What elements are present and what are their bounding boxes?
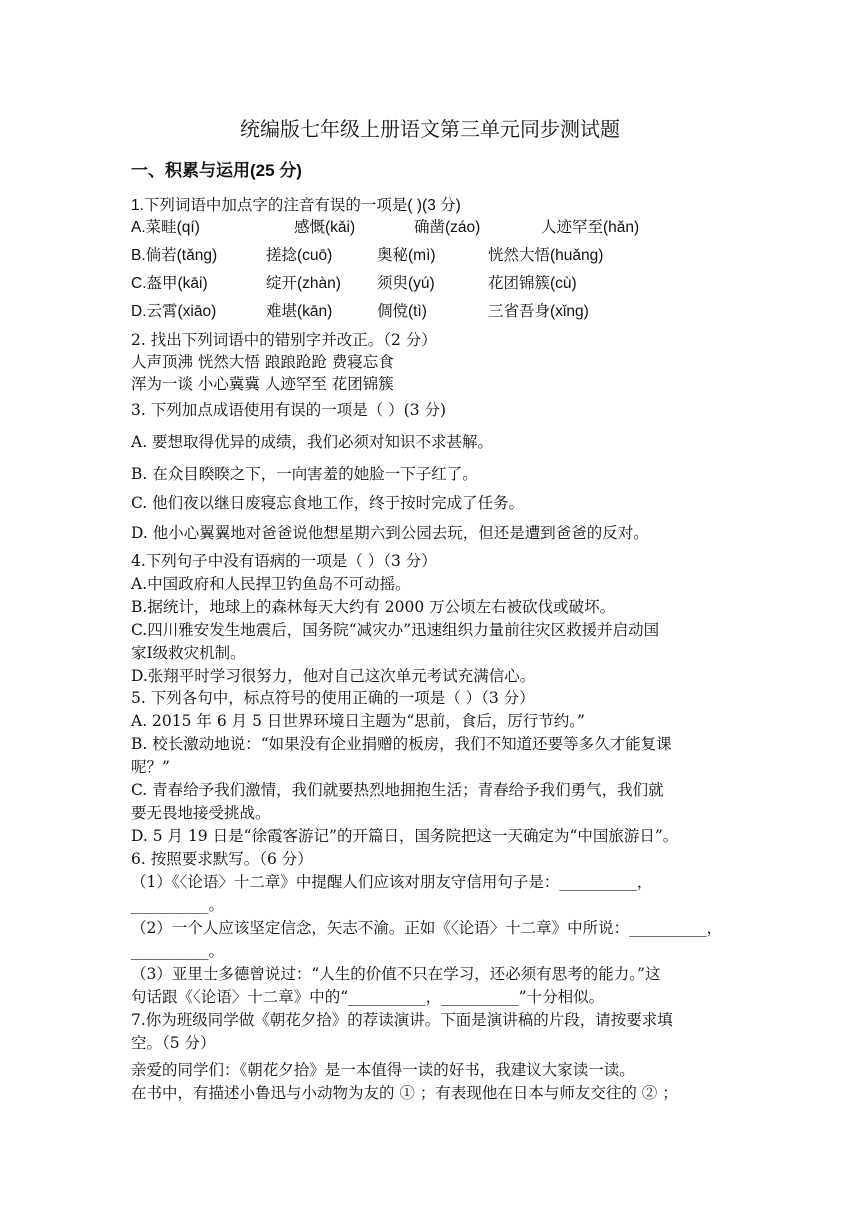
question-2-words-line1: 人声顶沸 恍然大悟 踉踉跄跄 费寝忘食	[131, 353, 394, 371]
q1-option-b-word3: 奥秘(mì)	[377, 247, 436, 264]
question-1-text: 1.下列词语中加点字的注音有误的一项是( )(3 分)	[131, 197, 461, 214]
question-5-option-b-line1: B. 校长激动地说：“如果没有企业捐赠的板房，我们不知道还要等多久才能复课	[131, 735, 672, 753]
question-6-item3-line2: 句话跟《〈论语〉十二章》中的“__________，__________”十分相似。	[131, 988, 605, 1006]
question-6-item3-line1: （3）亚里士多德曾说过：“人生的价值不只在学习，还必须有思考的能力。”这	[131, 965, 661, 983]
q1-option-a-word1: A.菜畦(qí)	[131, 219, 200, 236]
question-7-stem-line1: 7.你为班级同学做《朝花夕拾》的荐读演讲。下面是演讲稿的片段，请按要求填	[131, 1011, 673, 1029]
question-3-stem: 3. 下列加点成语使用有误的一项是（ ）(3 分)	[131, 401, 447, 419]
question-1-stem	[131, 195, 461, 217]
q1-option-d-word3: 倜傥(tì)	[377, 303, 427, 320]
q1-option-d-word2: 难堪(kān)	[266, 303, 333, 320]
question-6-item2-line2: __________。	[131, 942, 225, 960]
question-6-item1-line1: （1）《〈论语〉十二章》中提醒人们应该对朋友守信用句子是：__________，	[131, 873, 653, 891]
question-7-passage-line1: 亲爱的同学们：《朝花夕拾》是一本值得一读的好书，我建议大家读一读。	[131, 1061, 635, 1079]
question-6-stem: 6. 按照要求默写。（6 分）	[131, 850, 313, 868]
question-5-stem: 5. 下列各句中，标点符号的使用正确的一项是（ ）（3 分）	[131, 689, 535, 707]
q1-option-b-word2: 搓捻(cuō)	[266, 247, 333, 264]
question-3-option-a: A. 要想取得优异的成绩，我们必须对知识不求甚解。	[131, 433, 494, 451]
question-4-option-d: D.张翔平时学习很努力，他对自己这次单元考试充满信心。	[131, 667, 536, 685]
question-7-passage-line2: 在书中，有描述小鲁迅与小动物为友的 ① ；有表现他在日本与师友交往的 ② ；	[131, 1084, 678, 1102]
section-heading: 一、积累与运用(25 分)	[131, 161, 302, 180]
question-2-stem: 2. 找出下列词语中的错别字并改正。（2 分）	[131, 331, 437, 349]
question-7-stem-line2: 空。（5 分）	[131, 1034, 216, 1052]
question-4-option-c-line1: C.四川雅安发生地震后，国务院“减灾办”迅速组织力量前往灾区救援并启动国	[131, 621, 660, 639]
q1-option-a-word3: 确凿(záo)	[414, 219, 481, 236]
question-4-option-a: A.中国政府和人民捍卫钓鱼岛不可动摇。	[131, 575, 411, 593]
question-5-option-a: A. 2015 年 6 月 5 日世界环境日主题为“思前，食后，厉行节约。”	[131, 712, 585, 730]
question-5-option-d: D. 5 月 19 日是“徐霞客游记”的开篇日，国务院把这一天确定为“中国旅游日”。	[131, 827, 679, 845]
q1-option-c-word1: C.盔甲(kāi)	[131, 275, 208, 292]
question-3-option-b: B. 在众目睽睽之下，一向害羞的她脸一下子红了。	[131, 465, 478, 483]
q1-option-a-word4: 人迹罕至(hǎn)	[541, 219, 640, 236]
question-4-option-b: B.据统计，地球上的森林每天大约有 2000 万公顷左右被砍伐或破坏。	[131, 598, 616, 616]
document-title: 统编版七年级上册语文第三单元同步测试题	[240, 117, 620, 141]
q1-option-c-word4: 花团锦簇(cù)	[488, 275, 577, 292]
question-6-item2-line1: （2）一个人应该坚定信念，矢志不渝。正如《〈论语〉十二章》中所说：__________，	[131, 919, 723, 937]
question-5-option-c-line1: C. 青春给予我们激情，我们就要热烈地拥抱生活；青春给予我们勇气，我们就	[131, 781, 664, 799]
question-3-option-d: D. 他小心翼翼地对爸爸说他想星期六到公园去玩，但还是遭到爸爸的反对。	[131, 524, 649, 542]
q1-option-c-word3: 须臾(yú)	[377, 275, 435, 292]
question-4-option-c-line2: 家Ⅰ级救灾机制。	[131, 644, 246, 662]
question-5-option-c-line2: 要无畏地接受挑战。	[131, 804, 271, 822]
q1-option-d-word1: D.云霄(xiāo)	[131, 303, 217, 320]
question-4-stem: 4.下列句子中没有语病的一项是（ ）（3 分）	[131, 552, 437, 570]
q1-option-b-word4: 恍然大悟(huǎng)	[488, 247, 604, 264]
q1-option-d-word4: 三省吾身(xǐng)	[488, 303, 589, 320]
question-5-option-b-line2: 呢？”	[131, 758, 170, 776]
q1-option-a-word2: 感慨(kǎi)	[294, 219, 356, 236]
q1-option-b-word1: B.倘若(tǎng)	[131, 247, 218, 264]
question-6-item1-line2: __________。	[131, 896, 225, 914]
question-2-words-line2: 浑为一谈 小心冀冀 人迹罕至 花团锦簇	[131, 375, 394, 393]
q1-option-c-word2: 绽开(zhàn)	[266, 275, 341, 292]
question-3-option-c: C. 他们夜以继日废寝忘食地工作，终于按时完成了任务。	[131, 494, 525, 512]
